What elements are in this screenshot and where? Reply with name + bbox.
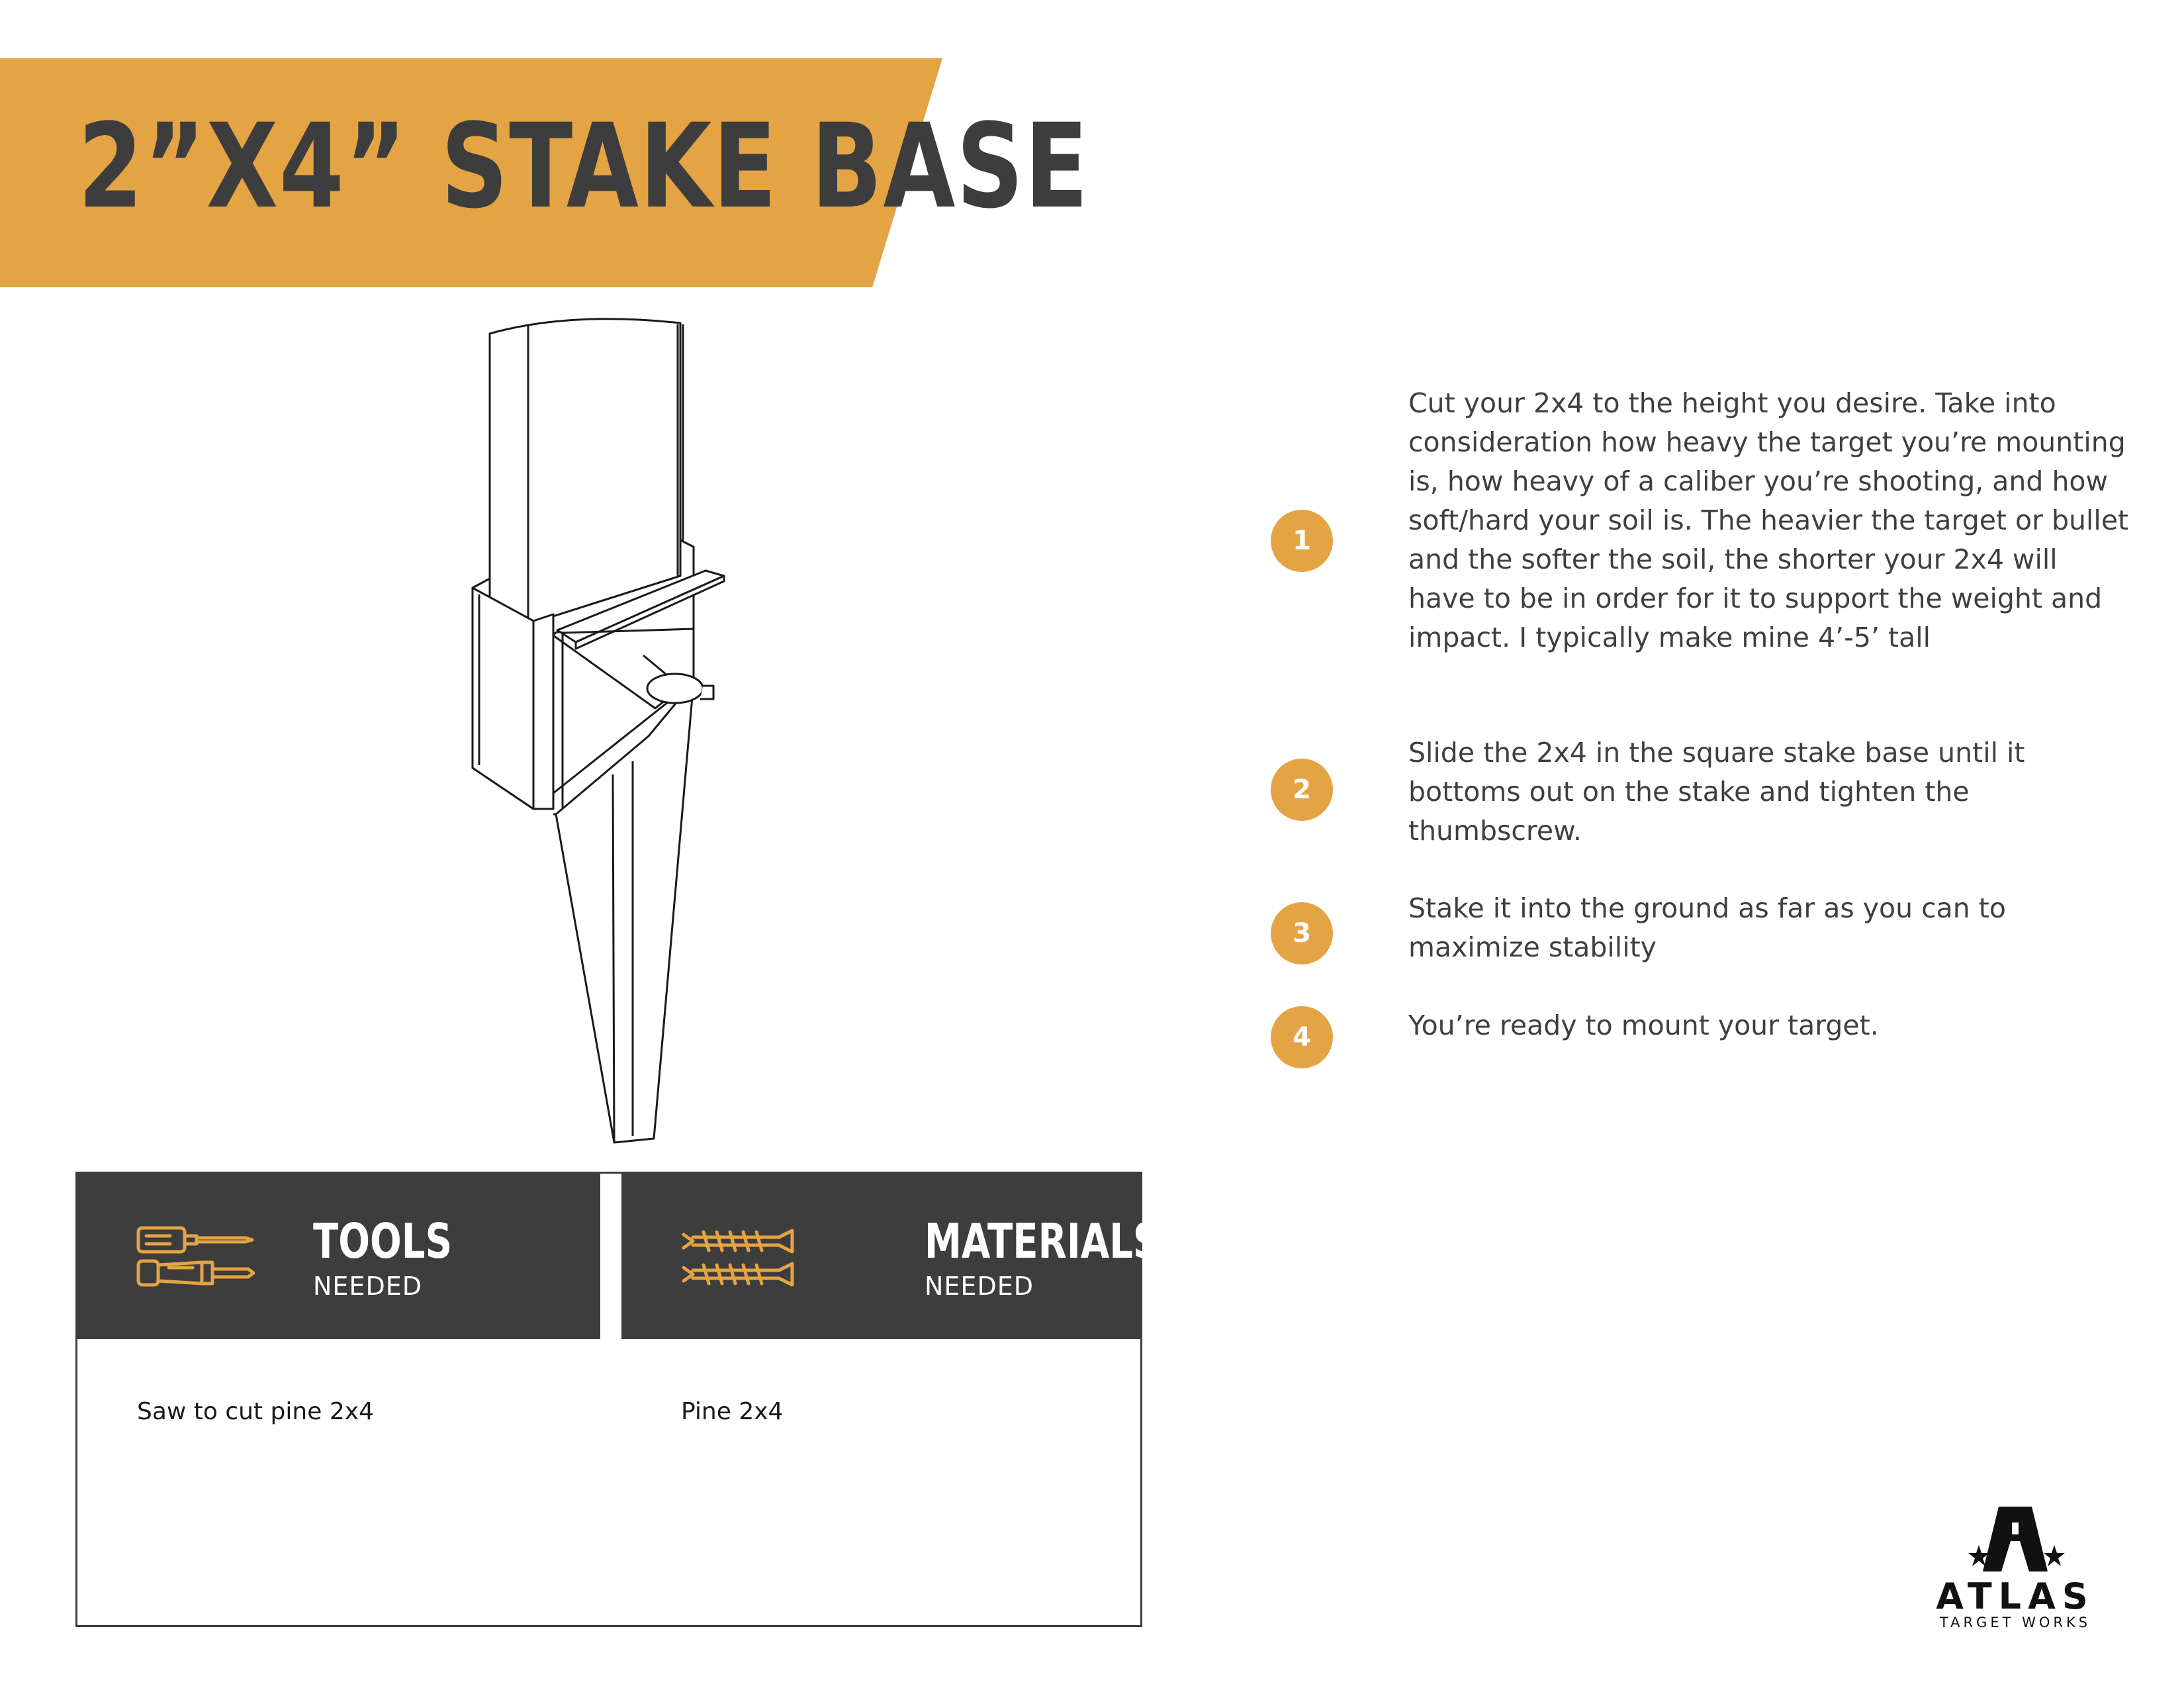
instruction-steps bbox=[1271, 384, 2131, 1079]
tools-materials-box bbox=[75, 1172, 1160, 1627]
tools-item: Saw to cut pine 2x4 bbox=[137, 1398, 374, 1425]
stake-base-illustration bbox=[457, 311, 735, 1158]
tools-title: TOOLS bbox=[313, 1213, 453, 1269]
tools-subtitle: NEEDED bbox=[313, 1272, 422, 1301]
screwdrivers-icon bbox=[136, 1221, 255, 1294]
materials-subtitle: NEEDED bbox=[925, 1272, 1034, 1301]
step-text: You’re ready to mount your target. bbox=[1408, 1009, 1879, 1041]
step-text: Stake it into the ground as far as you can to maximize stability bbox=[1408, 892, 2006, 963]
step-text: Slide the 2x4 in the square stake base until it bottoms out on the stake and tighten the thumbscrew. bbox=[1408, 737, 2025, 847]
tools-header bbox=[77, 1174, 600, 1339]
materials-header bbox=[621, 1174, 1160, 1339]
screws-icon bbox=[680, 1221, 799, 1294]
logo-wordmark: ATLAS bbox=[1936, 1575, 2095, 1617]
step-number-badge: 1 bbox=[1271, 510, 1333, 572]
atlas-logo bbox=[1906, 1503, 2124, 1635]
materials-title: MATERIALS bbox=[925, 1213, 1160, 1269]
step-text: Cut your 2x4 to the height you desire. Take into consideration how heavy the target you’re mounting is, how heavy of a caliber you’re shooting, and how soft/hard your soil is. The heavier the target or bullet and the softer the soil, the shorter your 2x4 will have to be in order for it to support the weight and impact. I typically make mine 4’-5’ tall bbox=[1408, 387, 2129, 653]
logo-tagline: TARGET WORKS bbox=[1939, 1615, 2091, 1630]
atlas-logo-mark bbox=[1906, 1503, 2124, 1577]
step-number-badge: 2 bbox=[1271, 759, 1333, 821]
page-title: 2”X4” STAKE BASE bbox=[78, 99, 1089, 234]
step-number-badge: 4 bbox=[1271, 1006, 1333, 1068]
materials-item: Pine 2x4 bbox=[681, 1398, 784, 1425]
step-number-badge: 3 bbox=[1271, 902, 1333, 964]
